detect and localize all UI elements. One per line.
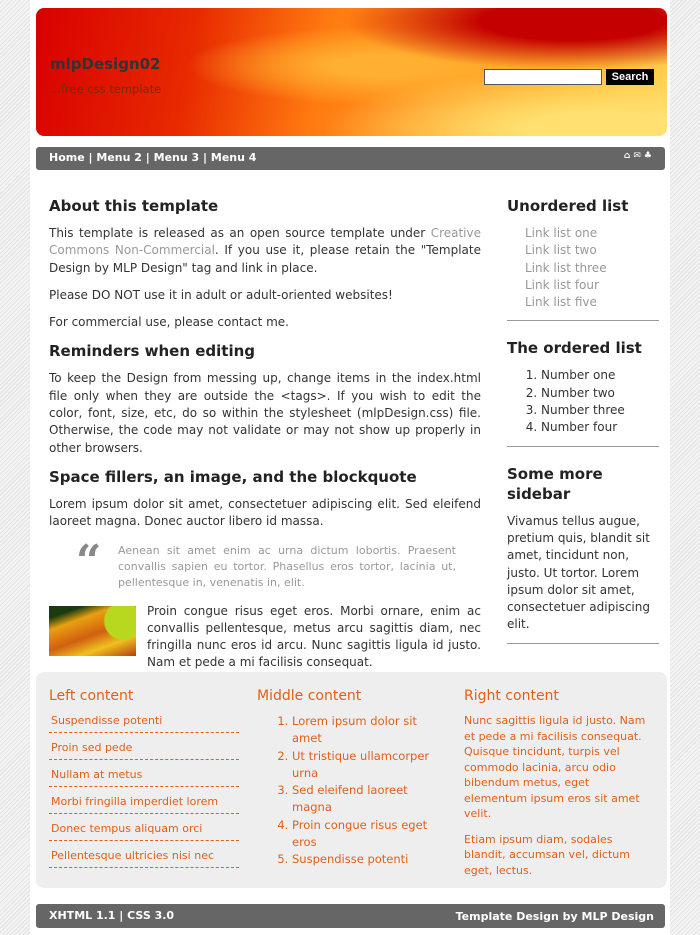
right-text: Etiam ipsum diam, sodales blandit, accumsan vel, dictum eget, lectus.: [464, 832, 630, 877]
right-column: [464, 688, 654, 888]
sidebar-link[interactable]: Link list four: [525, 277, 599, 292]
middle-heading: Middle content: [257, 688, 362, 704]
site-title[interactable]: mlpDesign02: [50, 55, 161, 73]
footer-validation[interactable]: XHTML 1.1 | CSS 3.0: [49, 909, 175, 922]
sitemap-icon[interactable]: ♣: [643, 151, 655, 161]
search-button[interactable]: Search: [606, 69, 654, 85]
home-icon[interactable]: ⌂: [623, 151, 634, 161]
nav-home[interactable]: Home: [49, 151, 85, 164]
left-link[interactable]: Donec tempus aliquam orci: [49, 821, 239, 841]
right-heading: Right content: [464, 688, 559, 704]
list-item: 4. Number four: [541, 419, 659, 436]
nav-separator: |: [141, 151, 154, 164]
footer-credit[interactable]: Template Design by MLP Design: [455, 910, 654, 923]
nav-separator: |: [199, 151, 211, 164]
paragraph: For commercial use, please contact me.: [49, 315, 289, 330]
sidebar-heading: Unordered list: [507, 197, 629, 215]
site-subtitle: ...free css template: [50, 82, 162, 96]
left-link[interactable]: Morbi fringilla imperdiet lorem: [49, 794, 239, 814]
nav-separator: |: [84, 151, 97, 164]
left-link[interactable]: Suspendisse potenti: [49, 713, 239, 733]
list-item: 2. Number two: [541, 385, 659, 402]
nav-menu-2[interactable]: Menu 2: [96, 151, 142, 164]
left-heading: Left content: [49, 688, 134, 704]
sidebar-link[interactable]: Link list one: [525, 226, 598, 240]
sidebar-link[interactable]: Link list three: [525, 260, 607, 275]
flower-image: [49, 606, 136, 656]
quote-text: Aenean sit amet enim ac urna dictum lobortis. Praesent convallis sapien eu tortor. Phasellus eros tortor, lacinia ut, pellentesque in, venenatis in, elit.: [118, 543, 456, 589]
text: Proin congue risus eget eros. Morbi ornare, enim ac convallis pellentesque, metus arcu sagittis diam, nec fringilla nunc eros id arcu. Nunc sagittis ligula id justo. Nam et pede a mi facilisis consequat.: [147, 603, 481, 670]
left-link[interactable]: Proin sed pede: [49, 740, 239, 760]
left-link[interactable]: Pellentesque ultricies nisi nec: [49, 848, 239, 868]
heading-reminders: Reminders when editing: [49, 342, 256, 361]
paragraph: Lorem ipsum dolor sit amet, consectetuer adipiscing elit. Sed eleifend laoreet magna. Donec auctor libero id massa.: [49, 496, 481, 529]
text: This template is released as an open source template under: [49, 226, 431, 240]
sidebar-heading: The ordered list: [507, 339, 642, 358]
paragraph: [49, 225, 481, 277]
heading-about: About this template: [49, 197, 219, 215]
nav-menu-3[interactable]: Menu 3: [153, 151, 200, 164]
list-item: 1. Lorem ipsum dolor sit amet: [292, 713, 437, 748]
right-text: Nunc sagittis ligula id justo. Nam et pede a mi facilisis consequat. Quisque tincidunt, turpis vel commodo lacinia, arcu odio bibendum metus, eget elementum ipsum eros sit amet velit.: [464, 714, 646, 820]
footer: [36, 904, 665, 928]
nav-menu-4[interactable]: Menu 4: [210, 151, 257, 164]
middle-column: [257, 688, 437, 869]
paragraph: [49, 603, 481, 672]
sidebar-text: Vivamus tellus augue, pretium quis, blandit sit amet, tincidunt non, justo. Ut tortor. Lorem ipsum dolor sit amet, consectetuer adipiscing elit.: [507, 513, 650, 632]
sidebar-link[interactable]: Link list two: [525, 243, 597, 258]
main-content: [49, 196, 481, 682]
list-item: 3. Number three: [541, 402, 659, 419]
paragraph: To keep the Design from messing up, change items in the index.html file only when they are outside the <tags>. If you wish to edit the color, font, size, etc, do so within the stylesheet (mlpDesign.css) file. Otherwise, the code may not validate or may not show up properly in other browsers.: [49, 371, 481, 455]
sidebar: [507, 196, 659, 661]
search-input[interactable]: [484, 69, 602, 85]
sidebar-heading: Some more sidebar: [507, 464, 603, 503]
list-item: 3. Sed eleifend laoreet magna: [292, 782, 437, 817]
header-banner: [36, 8, 667, 136]
paragraph: Please DO NOT use it in adult or adult-oriented websites!: [49, 287, 393, 302]
main-nav: [36, 147, 665, 170]
bottom-panel: [36, 672, 667, 888]
left-column: [49, 688, 239, 875]
page: [30, 0, 670, 935]
list-item: 4. Proin congue risus eget eros: [292, 817, 437, 852]
heading-space-fillers: Space fillers, an image, and the blockquote: [49, 467, 417, 486]
left-link[interactable]: Nullam at metus: [49, 767, 239, 787]
list-item: 1. Number one: [541, 367, 659, 384]
cc-link[interactable]: Creative Commons Non-Commercial: [49, 226, 481, 258]
sidebar-link[interactable]: Link list five: [525, 295, 597, 310]
list-item: 5. Suspendisse potenti: [292, 851, 437, 868]
quote-icon: “: [76, 535, 102, 587]
text: . If you use it, please retain the "Template Design by MLP Design" tag and link in place.: [49, 243, 482, 275]
list-item: 2. Ut tristique ullamcorper urna: [292, 748, 437, 783]
blockquote: [49, 535, 481, 591]
mail-icon[interactable]: ✉: [633, 151, 644, 161]
